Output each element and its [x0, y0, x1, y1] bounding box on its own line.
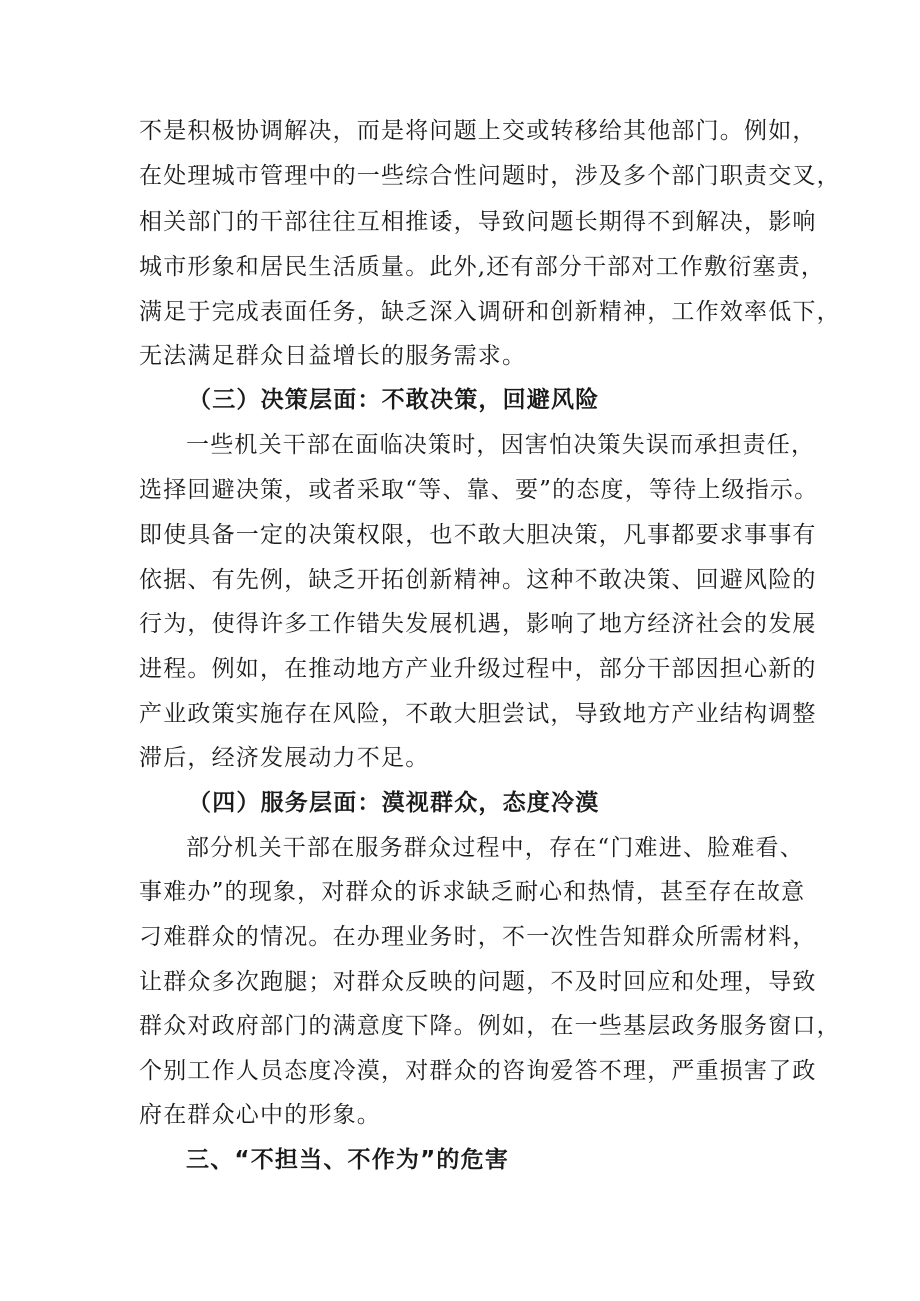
paragraph-line: 进程。例如，在推动地方产业升级过程中，部分干部因担心新的 — [139, 656, 817, 682]
paragraph-line: 产业政策实施存在风险，不敢大胆尝试，导致地方产业结构调整 — [139, 701, 817, 727]
paragraph-line: 事难办”的现象，对群众的诉求缺乏耐心和热情，甚至存在故意 — [139, 879, 806, 905]
paragraph-line: 选择回避决策，或者采取“等、靠、要”的态度，等待上级指示。 — [139, 477, 819, 503]
paragraph-line: 一些机关干部在面临决策时，因害怕决策失误而承担责任， — [186, 432, 816, 458]
paragraph-line: 满足于完成表面任务，缺乏深入调研和创新精神，工作效率低下， — [139, 299, 841, 325]
paragraph-line: 无法满足群众日益增长的服务需求。 — [139, 343, 527, 369]
paragraph-line: 不是积极协调解决，而是将问题上交或转移给其他部门。例如， — [139, 118, 817, 144]
paragraph-line: 滞后，经济发展动力不足。 — [139, 745, 430, 771]
paragraph-line: 在处理城市管理中的一些综合性问题时，涉及多个部门职责交叉， — [139, 163, 841, 189]
paragraph-line: 依据、有先例，缺乏开拓创新精神。这种不敢决策、回避风险的 — [139, 567, 817, 593]
paragraph-line: 群众对政府部门的满意度下降。例如，在一些基层政务服务窗口， — [139, 1013, 841, 1039]
paragraph-line: 刁难群众的情况。在办理业务时，不一次性告知群众所需材料， — [139, 924, 817, 950]
paragraph-line: 即使具备一定的决策权限，也不敢大胆决策，凡事都要求事事有 — [139, 522, 817, 548]
paragraph-line: 部分机关干部在服务群众过程中，存在“门难进、脸难看、 — [186, 835, 804, 861]
paragraph-line: 相关部门的干部往往互相推诿，导致问题长期得不到解决，影响 — [139, 209, 817, 235]
subsection-heading: （三）决策层面：不敢决策，回避风险 — [188, 387, 600, 413]
paragraph-line: 让群众多次跑腿；对群众反映的问题，不及时回应和处理，导致 — [139, 969, 817, 995]
paragraph-line: 个别工作人员态度冷漠，对群众的咨询爱答不理，严重损害了政 — [139, 1058, 817, 1084]
paragraph-line: 城市形象和居民生活质量。此外,还有部分干部对工作敷衍塞责， — [139, 254, 826, 280]
paragraph-line: 府在群众心中的形象。 — [139, 1102, 381, 1128]
subsection-heading: （四）服务层面：漠视群众，态度冷漠 — [188, 790, 600, 816]
paragraph-line: 行为，使得许多工作错失发展机遇，影响了地方经济社会的发展 — [139, 611, 817, 637]
section-heading: 三、“不担当、不作为”的危害 — [186, 1147, 510, 1173]
